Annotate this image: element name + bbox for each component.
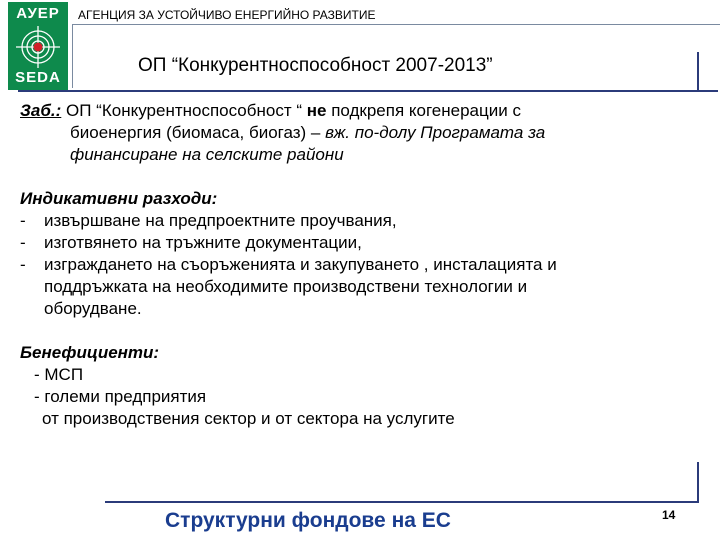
list-item-continuation: от производствения сектор и от сектора на услугите xyxy=(42,409,455,428)
list-item: - изготвянето на тръжните документации, xyxy=(20,233,362,252)
list-item: - извършване на предпроектните проучвания, xyxy=(20,211,397,230)
logo-top-text: АУЕР xyxy=(16,5,60,22)
note-text-after: подкрепя когенерации с xyxy=(326,101,521,120)
note-bold-word: не xyxy=(306,101,327,120)
list-item-continuation: оборудване. xyxy=(44,299,142,318)
costs-title: Индикативни разходи: xyxy=(20,189,218,208)
list-item-text: изграждането на съоръженията и закупуването , инсталацията и xyxy=(44,255,557,274)
costs-section xyxy=(20,188,700,320)
title-divider xyxy=(697,52,699,90)
header-rule xyxy=(72,24,720,25)
page-number: 14 xyxy=(662,508,676,522)
note-line-2-italic: вж. по-долу Програмата за xyxy=(325,123,546,142)
list-item: - МСП xyxy=(34,365,84,384)
page-title: ОП “Конкурентноспособност 2007-2013” xyxy=(138,55,493,76)
seda-logo xyxy=(8,2,68,90)
agency-name: АГЕНЦИЯ ЗА УСТОЙЧИВО ЕНЕРГИЙНО РАЗВИТИЕ xyxy=(78,8,376,22)
note-text-before: ОП “Конкурентноспособност “ xyxy=(61,101,307,120)
footer-divider xyxy=(697,462,699,502)
list-item-text: изготвянето на тръжните документации, xyxy=(44,233,362,252)
list-item-text: извършване на предпроектните проучвания, xyxy=(44,211,397,230)
list-item: - големи предприятия xyxy=(34,387,207,406)
footer-text: Структурни фондове на ЕС xyxy=(165,509,451,532)
footer-rule xyxy=(105,501,699,503)
logo-emblem-icon xyxy=(13,24,63,70)
slide-content xyxy=(20,100,700,430)
beneficiaries-title: Бенефициенти: xyxy=(20,343,160,362)
note-line-2 xyxy=(20,122,700,144)
note-label: Заб.: xyxy=(20,101,62,120)
header-divider xyxy=(72,24,73,88)
beneficiaries-section xyxy=(20,342,700,430)
note-line-2-normal: биоенергия (биомаса, биогаз) – xyxy=(70,123,326,142)
list-item-continuation: поддръжката на необходимите производствени технологии и xyxy=(44,277,528,296)
title-rule xyxy=(18,90,718,92)
list-item: - изграждането на съоръженията и закупуването , инсталацията и xyxy=(20,255,557,274)
logo-bottom-text: SEDA xyxy=(15,69,61,86)
note-line-3: финансиране на селските райони xyxy=(70,145,344,164)
note-paragraph xyxy=(20,100,700,166)
